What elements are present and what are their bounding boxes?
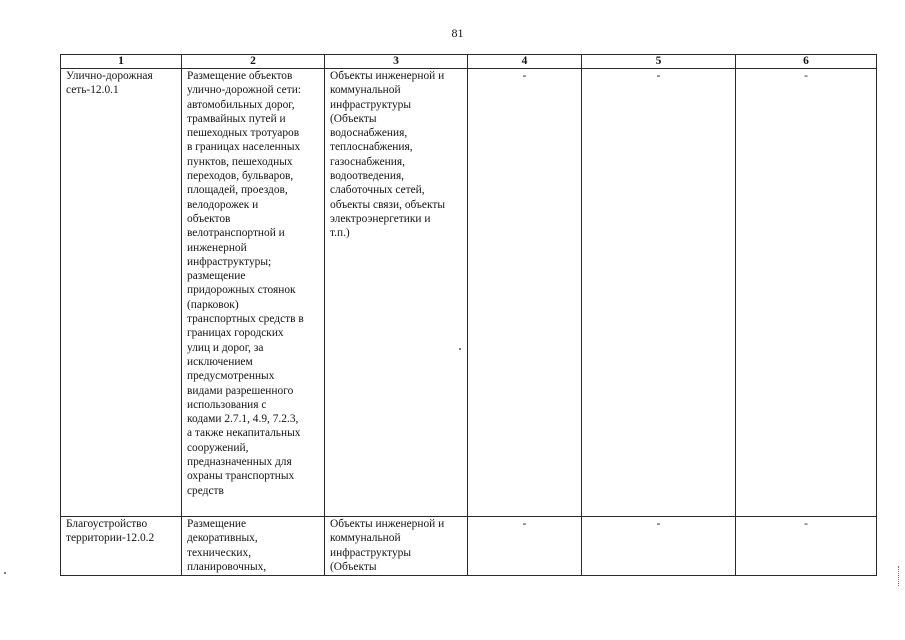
col6-cell: - (736, 69, 877, 517)
land-use-type-cell (61, 517, 182, 576)
header-row (61, 55, 877, 69)
header-col-1: 1 (61, 55, 182, 69)
header-col-6: 6 (736, 55, 877, 69)
header-col-2: 2 (182, 55, 325, 69)
table-row (61, 517, 877, 576)
col4-cell: - (468, 517, 582, 576)
land-use-type-text: Благоустройство территории-12.0.2 (66, 518, 155, 545)
description-cell (182, 69, 325, 517)
land-use-type-cell (61, 69, 182, 517)
land-use-type-text: Улично-дорожная сеть-12.0.1 (66, 70, 153, 97)
page-number: 81 (451, 26, 464, 40)
land-use-table (60, 54, 877, 576)
table-row (61, 69, 877, 517)
col6-cell: - (736, 517, 877, 576)
scan-speck (459, 348, 461, 350)
col4-cell: - (468, 69, 582, 517)
objects-cell (325, 69, 468, 517)
description-cell (182, 517, 325, 576)
description-text: Размещение декоративных, технических, планировочных, (187, 518, 267, 573)
col5-cell: - (582, 517, 736, 576)
scan-margin-mark (898, 566, 902, 586)
description-text: Размещение объектов улично-дорожной сети: автомобильных дорог, трамвайных путей и пешеходных тротуаров в границах населенных пунктов, пешеходных переходов, бульваров, площадей, проездов, велодорожек и объектов велотранспортной и инженерной инфраструктуры; размещение придорожных стоянок (парковок) транспортных средств в границах городских улиц и дорог, за исключением предусмотренных видами разрешенного использования с кодами 2.7.1, 4.9, 7.2.3, а также некапитальных сооружений, предназначенных для охраны транспортных средств (187, 70, 304, 497)
scan-speck (4, 572, 6, 574)
objects-text: Объекты инженерной и коммунальной инфраструктуры (Объекты водоснабжения, теплоснабжения, газоснабжения, водоотведения, слаботочных сетей, объекты связи, объекты электроэнергетики и т.п.) (330, 70, 445, 240)
header-col-4: 4 (468, 55, 582, 69)
objects-text: Объекты инженерной и коммунальной инфраструктуры (Объекты (330, 518, 445, 573)
objects-cell (325, 517, 468, 576)
col5-cell: - (582, 69, 736, 517)
header-col-5: 5 (582, 55, 736, 69)
header-col-3: 3 (325, 55, 468, 69)
